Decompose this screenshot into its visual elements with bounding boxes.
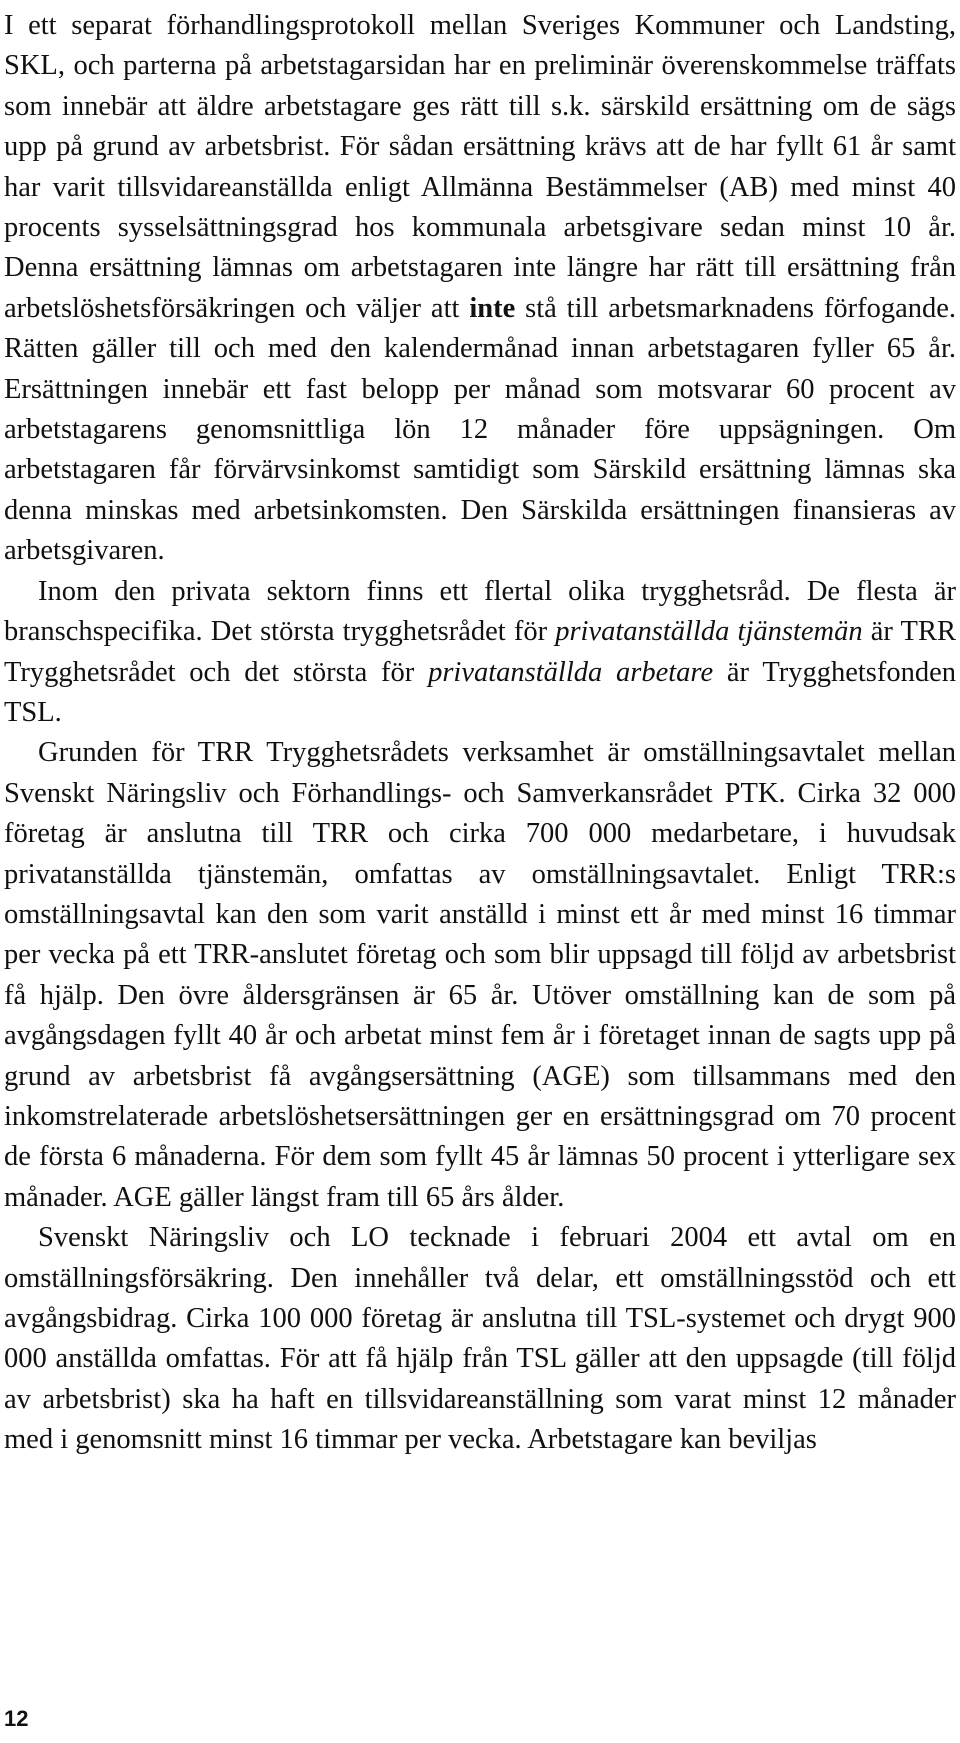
paragraph-3 bbox=[4, 733, 956, 1218]
text-segment: är Trygghetsfonden TSL. bbox=[4, 656, 957, 728]
paragraph-1 bbox=[4, 6, 956, 572]
text-segment: Inom den privata sektorn finns ett flertal olika trygghetsråd. De flesta är branschspecifika. Det största trygghetsrådet för bbox=[4, 575, 956, 648]
text-segment: stå till arbetsmarknadens förfogande. Rätten gäller till och med den kalendermånad innan arbetstagaren fyller 65 år. Ersättningen innebär ett fast belopp per månad som motsvarar 60 procent av arbetstagarens genomsnittliga lön 12 månader före uppsägningen. Om arbetstagaren får förvärvsinkomst samtidigt som Särskild ersättning lämnas ska denna minskas med arbetsinkomsten. Den Särskilda ersättningen finansieras av arbetsgivaren. bbox=[4, 292, 956, 567]
text-segment: Grunden för TRR Trygghetsrådets verksamhet är omställningsavtalet mellan Svenskt Näringsliv och Förhandlings- och Samverkansrådet PTK. Cirka 32 000 företag är anslutna till TRR och cirka 700 000 medarbetare, i huvudsak privatanställda tjänstemän, omfattas av omställningsavtalet. Enligt TRR:s omställningsavtal kan den som varit anställd i minst ett år med minst 16 timmar per vecka på ett TRR-anslutet företag och som blir uppsagd till följd av arbetsbrist få hjälp. Den övre åldersgränsen är 65 år. Utöver omställning kan de som på avgångsdagen fyllt 40 år och arbetat minst fem år i företaget innan de sagts upp på grund av arbetsbrist få avgångsersättning (AGE) som tillsammans med den inkomstrelaterade arbetslöshetsersättningen ger en ersättningsgrad om 70 procent de första 6 månaderna. För dem som fyllt 45 år lämnas 50 procent i ytterligare sex månader. AGE gäller längst fram till 65 års ålder. bbox=[4, 737, 956, 1213]
text-segment-italic: privatanställda arbetare bbox=[428, 656, 714, 688]
paragraph-2 bbox=[4, 572, 956, 734]
text-segment-italic: privatanställda tjänstemän bbox=[555, 616, 863, 648]
body-text bbox=[4, 6, 956, 1461]
text-segment: är TRR Trygghetsrådet och det största för bbox=[4, 616, 956, 688]
text-segment: I ett separat förhandlingsprotokoll mellan Sveriges Kommuner och Landsting, SKL, och parterna på arbetstagarsidan har en preliminär överenskommelse träffats som innebär att äldre arbetstagare ges rätt till s.k. särskild ersättning om de sägs upp på grund av arbetsbrist. För sådan ersättning krävs att de har fyllt 61 år samt har varit tillsvidareanställda enligt Allmänna Bestämmelser (AB) med minst 40 procents sysselsättningsgrad hos kommunala arbetsgivare sedan minst 10 år. Denna ersättning lämnas om arbetstagaren inte längre har rätt till ersättning från arbetslöshetsförsäkringen och väljer att bbox=[4, 10, 956, 324]
page-number: 12 bbox=[4, 1706, 29, 1731]
paragraph-4 bbox=[4, 1218, 956, 1460]
text-segment-bold: inte bbox=[469, 292, 516, 324]
text-segment: Svenskt Näringsliv och LO tecknade i februari 2004 ett avtal om en omställningsförsäkring. Den innehåller två delar, ett omställningsstöd och ett avgångsbidrag. Cirka 100 000 företag är anslutna till TSL-systemet och drygt 900 000 anställda omfattas. För att få hjälp från TSL gäller att den uppsagde (till följd av arbetsbrist) ska ha haft en tillsvidareanställning som varat minst 12 månader med i genomsnitt minst 16 timmar per vecka. Arbetstagare kan beviljas bbox=[4, 1222, 956, 1456]
